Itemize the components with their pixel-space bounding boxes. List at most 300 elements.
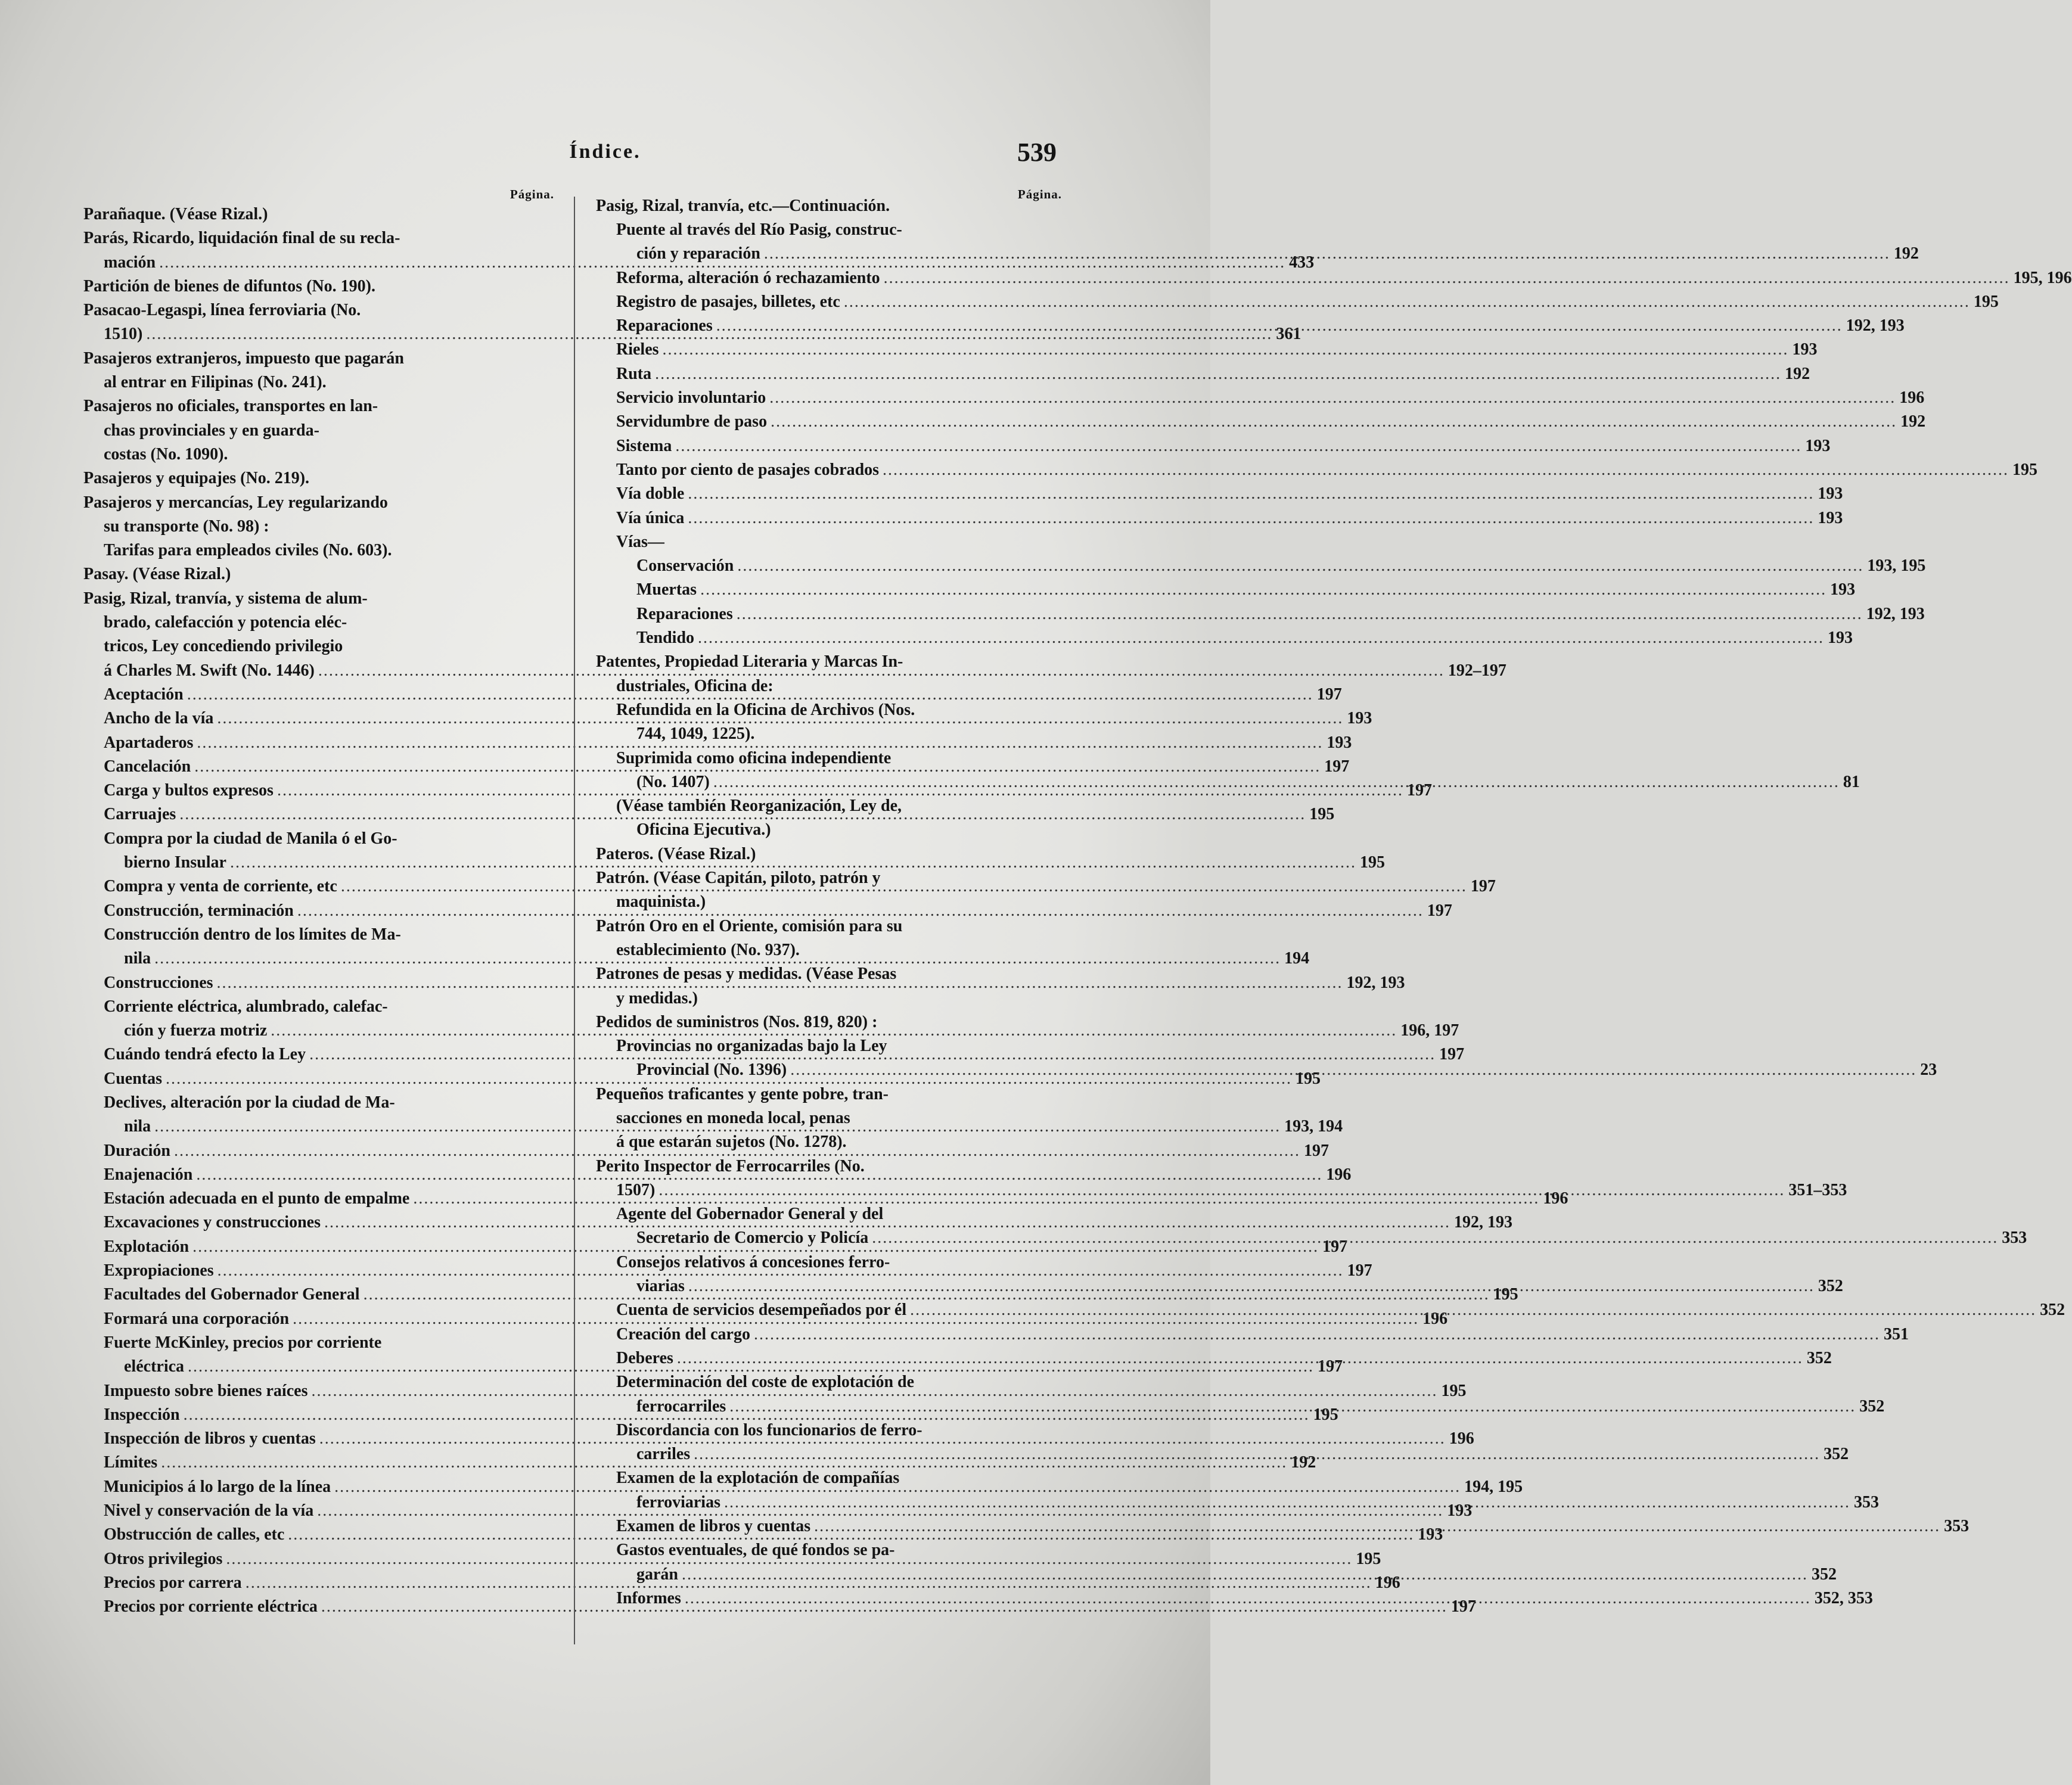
index-entry xyxy=(83,562,554,586)
dot-leader xyxy=(771,410,1897,434)
entry-text: Cuándo tendrá efecto la Ley xyxy=(104,1045,306,1064)
entry-text: Vía doble xyxy=(616,484,685,503)
page-reference: 193 xyxy=(1418,1525,1443,1544)
page-reference: 194 xyxy=(1284,949,1310,968)
entry-text: Discordancia con los funcionarios de ferro- xyxy=(616,1420,922,1439)
entry-text: establecimiento (No. 937). xyxy=(616,940,800,959)
entry-text: nila xyxy=(124,1117,151,1136)
entry-text: Apartaderos xyxy=(104,733,194,752)
page-reference: 352 xyxy=(1812,1565,1837,1584)
index-entry xyxy=(596,915,1062,963)
entry-text: (Véase también Reorganización, Ley de, xyxy=(616,797,902,816)
index-entry xyxy=(83,467,554,490)
entry-heading-line xyxy=(83,491,554,515)
index-entry xyxy=(596,1083,1062,1155)
entry-text: costas (No. 1090). xyxy=(104,444,228,464)
entry-continuation-line xyxy=(83,611,554,635)
entry-text: Obstrucción de calles, etc xyxy=(104,1525,285,1544)
entry-text: Pasay. (Véase Rizal.) xyxy=(83,565,231,584)
entry-heading-line xyxy=(596,1251,1062,1274)
entry-text: Explotación xyxy=(104,1237,190,1256)
dot-leader xyxy=(729,1395,1856,1419)
column-divider xyxy=(574,197,575,1644)
page-reference: 197 xyxy=(1470,877,1496,896)
entry-continuation-line xyxy=(83,371,554,394)
dot-leader xyxy=(682,1563,1808,1587)
dot-leader xyxy=(685,1587,1811,1610)
dot-leader xyxy=(655,362,1781,386)
entry-text: Examen de la explotación de compañías xyxy=(616,1469,900,1488)
page-reference: 192, 193 xyxy=(1866,604,1925,623)
entry-heading-line xyxy=(596,1419,1062,1442)
entry-text: dustriales, Oficina de: xyxy=(616,676,773,695)
entry-heading-line xyxy=(596,866,1062,890)
entry-text: Tarifas para empleados civiles (No. 603). xyxy=(104,541,392,560)
entry-text: Rieles xyxy=(616,340,659,359)
page-reference: 196 xyxy=(1422,1309,1448,1328)
page-reference: 197 xyxy=(1427,901,1452,920)
entry-text: Patrones de pesas y medidas. (Véase Pesas xyxy=(596,965,897,984)
entry-text: al entrar en Filipinas (No. 241). xyxy=(104,373,327,392)
entry-text: Pasajeros y equipajes (No. 219). xyxy=(83,469,310,488)
page-reference: 196 xyxy=(1326,1165,1352,1184)
index-entry xyxy=(596,962,1062,1010)
index-entry xyxy=(596,578,1856,602)
entry-text: Consejos relativos á concesiones ferro- xyxy=(616,1252,890,1271)
dot-leader xyxy=(663,338,1789,362)
dot-leader xyxy=(658,1178,1785,1202)
entry-text: Reforma, alteración ó rechazamiento xyxy=(616,268,880,287)
entry-text: Pequeños traficantes y gente pobre, tran- xyxy=(596,1084,889,1103)
entry-text: 744, 1049, 1225). xyxy=(636,724,755,744)
page-reference: 192 xyxy=(1291,1453,1316,1472)
page-reference: 195 xyxy=(1493,1285,1518,1304)
entry-text: Servicio involuntario xyxy=(616,388,766,408)
entry-heading-line xyxy=(83,1091,554,1115)
entry-text: Ruta xyxy=(616,364,652,383)
dot-leader xyxy=(769,386,1896,410)
entry-text: brado, calefacción y potencia eléc- xyxy=(104,613,347,632)
entry-text: Enajenación xyxy=(104,1165,193,1184)
dot-leader xyxy=(694,1442,1820,1466)
entry-text: Determinación del coste de explotación de xyxy=(616,1373,915,1392)
index-entry xyxy=(596,530,1062,554)
index-entry xyxy=(596,794,1062,842)
dot-leader xyxy=(844,290,1970,314)
entry-continuation-line xyxy=(83,443,554,467)
index-entry xyxy=(83,491,554,539)
entry-heading-line xyxy=(596,698,1062,722)
entry-heading-line xyxy=(596,842,1062,866)
index-entry xyxy=(596,290,1999,314)
entry-heading-line xyxy=(83,298,554,322)
page-reference: 193 xyxy=(1447,1501,1473,1520)
entry-text: Pasig, Rizal, tranvía, y sistema de alum- xyxy=(83,589,368,608)
dot-leader xyxy=(677,1346,1803,1370)
entry-continuation-line xyxy=(596,1130,1062,1154)
index-entry xyxy=(596,410,1926,434)
entry-continuation-line xyxy=(596,722,1062,746)
entry-continuation-line xyxy=(596,938,1062,962)
page-reference: 193 xyxy=(1805,436,1831,455)
page-reference: 195 xyxy=(1441,1381,1467,1400)
entry-text: Informes xyxy=(616,1588,681,1607)
entry-text: Pasajeros no oficiales, transportes en lan- xyxy=(83,397,378,416)
entry-text: Suprimida como oficina independiente xyxy=(616,748,891,767)
entry-text: Examen de libros y cuentas xyxy=(616,1517,811,1536)
entry-continuation-line xyxy=(596,674,1062,698)
entry-text: Muertas xyxy=(636,580,697,599)
entry-heading-line xyxy=(596,747,1062,770)
page-reference: 193 xyxy=(1347,709,1372,728)
entry-text: Provincial (No. 1396) xyxy=(636,1061,787,1080)
entry-heading-line xyxy=(596,506,1843,530)
page-reference: 353 xyxy=(1853,1492,1879,1512)
entry-text: Pedidos de suministros (Nos. 819, 820) : xyxy=(596,1012,878,1031)
entry-text: Sistema xyxy=(616,436,672,455)
entry-text: Inspección de libros y cuentas xyxy=(104,1429,316,1448)
entry-heading-line xyxy=(596,218,1062,242)
dot-leader xyxy=(688,506,1814,530)
entry-heading-line xyxy=(596,482,1843,506)
index-entry xyxy=(596,650,1062,698)
page-reference: 193 xyxy=(1818,508,1843,527)
entry-heading-line xyxy=(596,1538,1062,1562)
dot-leader xyxy=(737,602,1863,626)
entry-text: Agente del Gobernador General y del xyxy=(616,1205,884,1224)
index-entry xyxy=(596,362,1810,386)
entry-heading-line xyxy=(83,226,554,250)
entry-text: su transporte (No. 98) : xyxy=(104,517,269,536)
index-entry xyxy=(83,275,554,298)
entry-text: Provincias no organizadas bajo la Ley xyxy=(616,1037,887,1056)
entry-heading-line xyxy=(596,410,1926,434)
entry-heading-line xyxy=(83,923,554,947)
entry-text: Duración xyxy=(104,1141,170,1160)
column-label-pagina: Página. xyxy=(1017,187,1062,201)
entry-heading-line xyxy=(596,1466,1062,1490)
dot-leader xyxy=(737,554,1863,578)
entry-text: Perito Inspector de Ferrocarriles (No. xyxy=(596,1156,865,1176)
dot-leader xyxy=(754,1323,1880,1346)
page-reference: 351–353 xyxy=(1788,1180,1847,1199)
dot-leader xyxy=(700,578,1826,602)
entry-heading-line xyxy=(596,578,1856,602)
entry-text: á Charles M. Swift (No. 1446) xyxy=(104,661,315,680)
entry-text: Nivel y conservación de la vía xyxy=(104,1501,314,1520)
entry-text: mación xyxy=(104,253,156,272)
entry-heading-line xyxy=(83,347,554,371)
page-reference: 194, 195 xyxy=(1464,1477,1523,1496)
entry-text: Carga y bultos expresos xyxy=(104,781,274,800)
entry-text: Otros privilegios xyxy=(104,1549,223,1568)
entry-heading-line xyxy=(596,362,1810,386)
entry-text: (No. 1407) xyxy=(636,772,710,791)
entry-text: ción y fuerza motriz xyxy=(124,1021,268,1040)
entry-text: Precios por corriente eléctrica xyxy=(104,1597,318,1616)
page-reference: 196 xyxy=(1449,1429,1474,1448)
entry-text: Refundida en la Oficina de Archivos (Nos. xyxy=(616,700,915,719)
entry-heading-line xyxy=(596,458,2038,482)
dot-leader xyxy=(688,1274,1815,1298)
page-reference: 193, 194 xyxy=(1284,1117,1343,1136)
entry-text: Parás, Ricardo, liquidación final de su recla- xyxy=(83,229,400,248)
dot-leader xyxy=(716,314,1843,338)
entry-text: Límites xyxy=(104,1453,158,1472)
entry-text: Corriente eléctrica, alumbrado, calefac- xyxy=(104,997,388,1016)
entry-text: Construcciones xyxy=(104,973,213,992)
page-reference: 433 xyxy=(1289,253,1315,272)
page-reference: 195 xyxy=(1309,805,1335,824)
page-reference: 196 xyxy=(1899,388,1925,408)
entry-text: Carruajes xyxy=(104,805,176,824)
index-entry xyxy=(596,338,1818,362)
page-reference: 353 xyxy=(1944,1517,1970,1536)
entry-heading-line xyxy=(83,394,554,418)
entry-text: bierno Insular xyxy=(124,853,226,872)
page-reference: 195 xyxy=(1313,1405,1338,1424)
dot-leader xyxy=(910,1298,2036,1322)
entry-heading-line xyxy=(596,1155,1062,1178)
entry-continuation-line xyxy=(83,635,554,658)
entry-heading-line xyxy=(596,650,1062,674)
index-entry xyxy=(596,434,1831,458)
entry-text: Puente al través del Río Pasig, construc- xyxy=(616,220,902,239)
entry-text: carriles xyxy=(636,1445,691,1464)
entry-text: Expropiaciones xyxy=(104,1261,214,1280)
index-entry xyxy=(596,602,1925,626)
entry-text: Inspección xyxy=(104,1405,180,1424)
page-reference: 193 xyxy=(1792,340,1818,359)
dot-leader xyxy=(883,458,2009,482)
page-reference: 81 xyxy=(1843,772,1860,791)
entry-text: Cuentas xyxy=(104,1069,163,1088)
entry-text: Facultades del Gobernador General xyxy=(104,1285,360,1304)
page-reference: 197 xyxy=(1316,685,1342,704)
page-reference: 197 xyxy=(1322,1237,1348,1256)
page-reference: 192, 193 xyxy=(1846,316,1905,335)
page-reference: 192, 193 xyxy=(1453,1213,1512,1232)
page-reference: 197 xyxy=(1318,1357,1343,1376)
entry-text: á que estarán sujetos (No. 1278). xyxy=(616,1133,847,1152)
entry-text: Estación adecuada en el punto de empalme xyxy=(104,1189,410,1208)
page-reference: 196 xyxy=(1543,1189,1568,1208)
page-reference: 195 xyxy=(1973,292,1999,311)
entry-text: Reparaciones xyxy=(636,604,733,623)
running-title: Índice. xyxy=(569,141,641,163)
page-reference: 352 xyxy=(1806,1348,1832,1367)
page-reference: 195 xyxy=(1356,1549,1381,1568)
entry-text: Parañaque. (Véase Rizal.) xyxy=(83,205,268,223)
index-entry xyxy=(596,698,1062,747)
dot-leader xyxy=(884,266,2010,290)
entry-heading-line xyxy=(596,602,1925,626)
page-reference: 195, 196 xyxy=(2013,268,2072,287)
entry-heading-line xyxy=(596,794,1062,818)
page-reference: 195 xyxy=(1296,1069,1321,1088)
entry-heading-line xyxy=(596,530,1062,554)
page-reference: 197 xyxy=(1347,1261,1372,1280)
index-entry xyxy=(596,626,1853,650)
page-reference: 195 xyxy=(1359,853,1385,872)
page-reference: 352 xyxy=(1824,1445,1849,1464)
entry-continuation-line xyxy=(83,419,554,443)
page-reference: 192 xyxy=(1785,364,1810,383)
entry-text: Tanto por ciento de pasajes cobrados xyxy=(616,460,880,479)
entry-text: Reparaciones xyxy=(616,316,713,335)
entry-text: viarias xyxy=(636,1277,685,1296)
entry-heading-line xyxy=(596,1083,1062,1106)
entry-text: Conservación xyxy=(636,556,734,576)
entry-text: Impuesto sobre bienes raíces xyxy=(104,1381,308,1400)
entry-heading-line xyxy=(596,386,1925,410)
entry-heading-line xyxy=(596,266,2072,290)
entry-heading-line xyxy=(596,1010,1062,1034)
entry-heading-line xyxy=(83,539,554,562)
dot-leader xyxy=(688,482,1814,506)
dot-leader xyxy=(724,1491,1850,1515)
entry-heading-line xyxy=(83,587,554,611)
entry-continuation-line xyxy=(83,515,554,539)
entry-heading-line xyxy=(596,915,1062,938)
entry-text: Municipios á lo largo de la línea xyxy=(104,1477,331,1496)
entry-text: Patentes, Propiedad Literaria y Marcas In- xyxy=(596,652,903,671)
entry-heading-line xyxy=(596,1323,1909,1346)
dot-leader xyxy=(764,242,1890,266)
page-reference: 196, 197 xyxy=(1400,1021,1459,1040)
page-reference: 193 xyxy=(1830,580,1856,599)
entry-text: sacciones en moneda local, penas xyxy=(616,1108,850,1127)
entry-text: nila xyxy=(124,949,151,968)
entry-text: Compra y venta de corriente, etc xyxy=(104,877,337,896)
index-entry xyxy=(596,482,1843,506)
dot-leader xyxy=(790,1058,1916,1082)
entry-text: Secretario de Comercio y Policía xyxy=(636,1229,869,1248)
entry-text: Tendido xyxy=(636,629,695,648)
entry-heading-line xyxy=(83,995,554,1019)
entry-heading-line xyxy=(83,827,554,851)
entry-text: Partición de bienes de difuntos (No. 190). xyxy=(83,276,375,296)
entry-heading-line xyxy=(596,290,1999,314)
page-reference: 197 xyxy=(1324,757,1350,776)
entry-text: Vía única xyxy=(616,508,685,527)
index-entry xyxy=(83,203,554,226)
entry-text: Creación del cargo xyxy=(616,1324,750,1344)
entry-heading-line xyxy=(596,1034,1062,1058)
index-entry xyxy=(596,266,2072,290)
entry-text: Pasacao-Legaspi, línea ferroviaria (No. xyxy=(83,301,361,320)
dot-leader xyxy=(872,1226,1998,1250)
index-entry xyxy=(83,394,554,467)
entry-text: Registro de pasajes, billetes, etc xyxy=(616,292,840,311)
page-reference: 352 xyxy=(1818,1277,1843,1296)
page-reference: 192 xyxy=(1900,412,1926,431)
entry-text: Fuerte McKinley, precios por corriente xyxy=(104,1333,382,1352)
entry-continuation-line xyxy=(596,987,1062,1010)
page-reference: 197 xyxy=(1450,1597,1476,1616)
entry-text: Pateros. (Véase Rizal.) xyxy=(596,844,756,863)
entry-text: Ancho de la vía xyxy=(104,709,214,728)
entry-text: maquinista.) xyxy=(616,893,706,912)
page-number: 539 xyxy=(1017,138,1057,167)
entry-text: chas provinciales y en guarda- xyxy=(104,421,319,440)
page-reference: 196 xyxy=(1375,1573,1400,1592)
page-reference: 352 xyxy=(1859,1397,1885,1416)
entry-text: Cancelación xyxy=(104,757,191,776)
page-reference: 197 xyxy=(1406,781,1432,800)
entry-text: Declives, alteración por la ciudad de Ma- xyxy=(104,1093,395,1112)
column-label-pagina: Página. xyxy=(510,187,554,201)
entry-text: 1507) xyxy=(616,1180,656,1199)
page-reference: 352, 353 xyxy=(1814,1588,1873,1607)
entry-heading-line xyxy=(596,1370,1062,1394)
page-reference: 193, 195 xyxy=(1867,556,1926,576)
entry-text: eléctrica xyxy=(124,1357,185,1376)
entry-text: ferroviarias xyxy=(636,1492,720,1512)
continuation-heading: Pasig, Rizal, tranvía, etc.—Continuación. xyxy=(596,197,890,215)
entry-text: Pasajeros y mercancías, Ley regularizando xyxy=(83,493,388,512)
entry-heading-line xyxy=(83,562,554,586)
page-reference: 353 xyxy=(2002,1229,2027,1248)
entry-heading-line xyxy=(596,1202,1062,1226)
entry-text: Vías— xyxy=(616,532,664,551)
page-reference: 193 xyxy=(1828,629,1853,648)
index-entry xyxy=(596,458,2038,482)
entry-text: Construcción, terminación xyxy=(104,901,294,920)
entry-heading-line xyxy=(596,962,1062,986)
page-reference: 195 xyxy=(2012,460,2038,479)
entry-text: y medidas.) xyxy=(616,988,698,1007)
entry-text: Gastos eventuales, de qué fondos se pa- xyxy=(616,1541,895,1560)
entry-text: Patrón Oro en el Oriente, comisión para su xyxy=(596,916,903,935)
index-entry xyxy=(83,347,554,395)
page-reference: 361 xyxy=(1276,325,1301,344)
index-entry xyxy=(596,1323,1909,1346)
index-entry xyxy=(596,506,1843,530)
page-reference: 193 xyxy=(1818,484,1843,503)
entry-text: Precios por carrera xyxy=(104,1573,242,1592)
page-reference: 351 xyxy=(1883,1324,1909,1344)
entry-text: Compra por la ciudad de Manila ó el Go- xyxy=(104,829,397,848)
entry-text: Pasajeros extranjeros, impuesto que pagarán xyxy=(83,349,404,368)
entry-heading-line xyxy=(83,203,554,226)
page-reference: 352 xyxy=(2040,1301,2065,1320)
entry-heading-line xyxy=(596,554,1926,578)
page-reference: 23 xyxy=(1920,1061,1937,1080)
page-reference: 192, 193 xyxy=(1346,973,1405,992)
index-entry xyxy=(83,539,554,562)
entry-text: Formará una corporación xyxy=(104,1309,290,1328)
entry-text: Cuenta de servicios desempeñados por él xyxy=(616,1301,907,1320)
entry-text: tricos, Ley concediendo privilegio xyxy=(104,637,343,656)
entry-continuation-line xyxy=(596,818,1062,842)
entry-heading-line xyxy=(596,434,1831,458)
index-entry xyxy=(596,1010,1062,1034)
index-entry xyxy=(596,386,1925,410)
page-reference: 192–197 xyxy=(1447,661,1506,680)
entry-text: 1510) xyxy=(104,325,143,344)
dot-leader xyxy=(698,626,1824,650)
entry-text: Servidumbre de paso xyxy=(616,412,768,431)
entry-text: Aceptación xyxy=(104,685,184,704)
entry-heading-line xyxy=(83,1331,554,1355)
entry-heading-line xyxy=(596,338,1818,362)
index-entry xyxy=(596,554,1926,578)
index-entry xyxy=(596,866,1062,915)
page-header xyxy=(0,138,1210,176)
entry-text: Patrón. (Véase Capitán, piloto, patrón y xyxy=(596,869,881,888)
dot-leader xyxy=(814,1515,1940,1538)
